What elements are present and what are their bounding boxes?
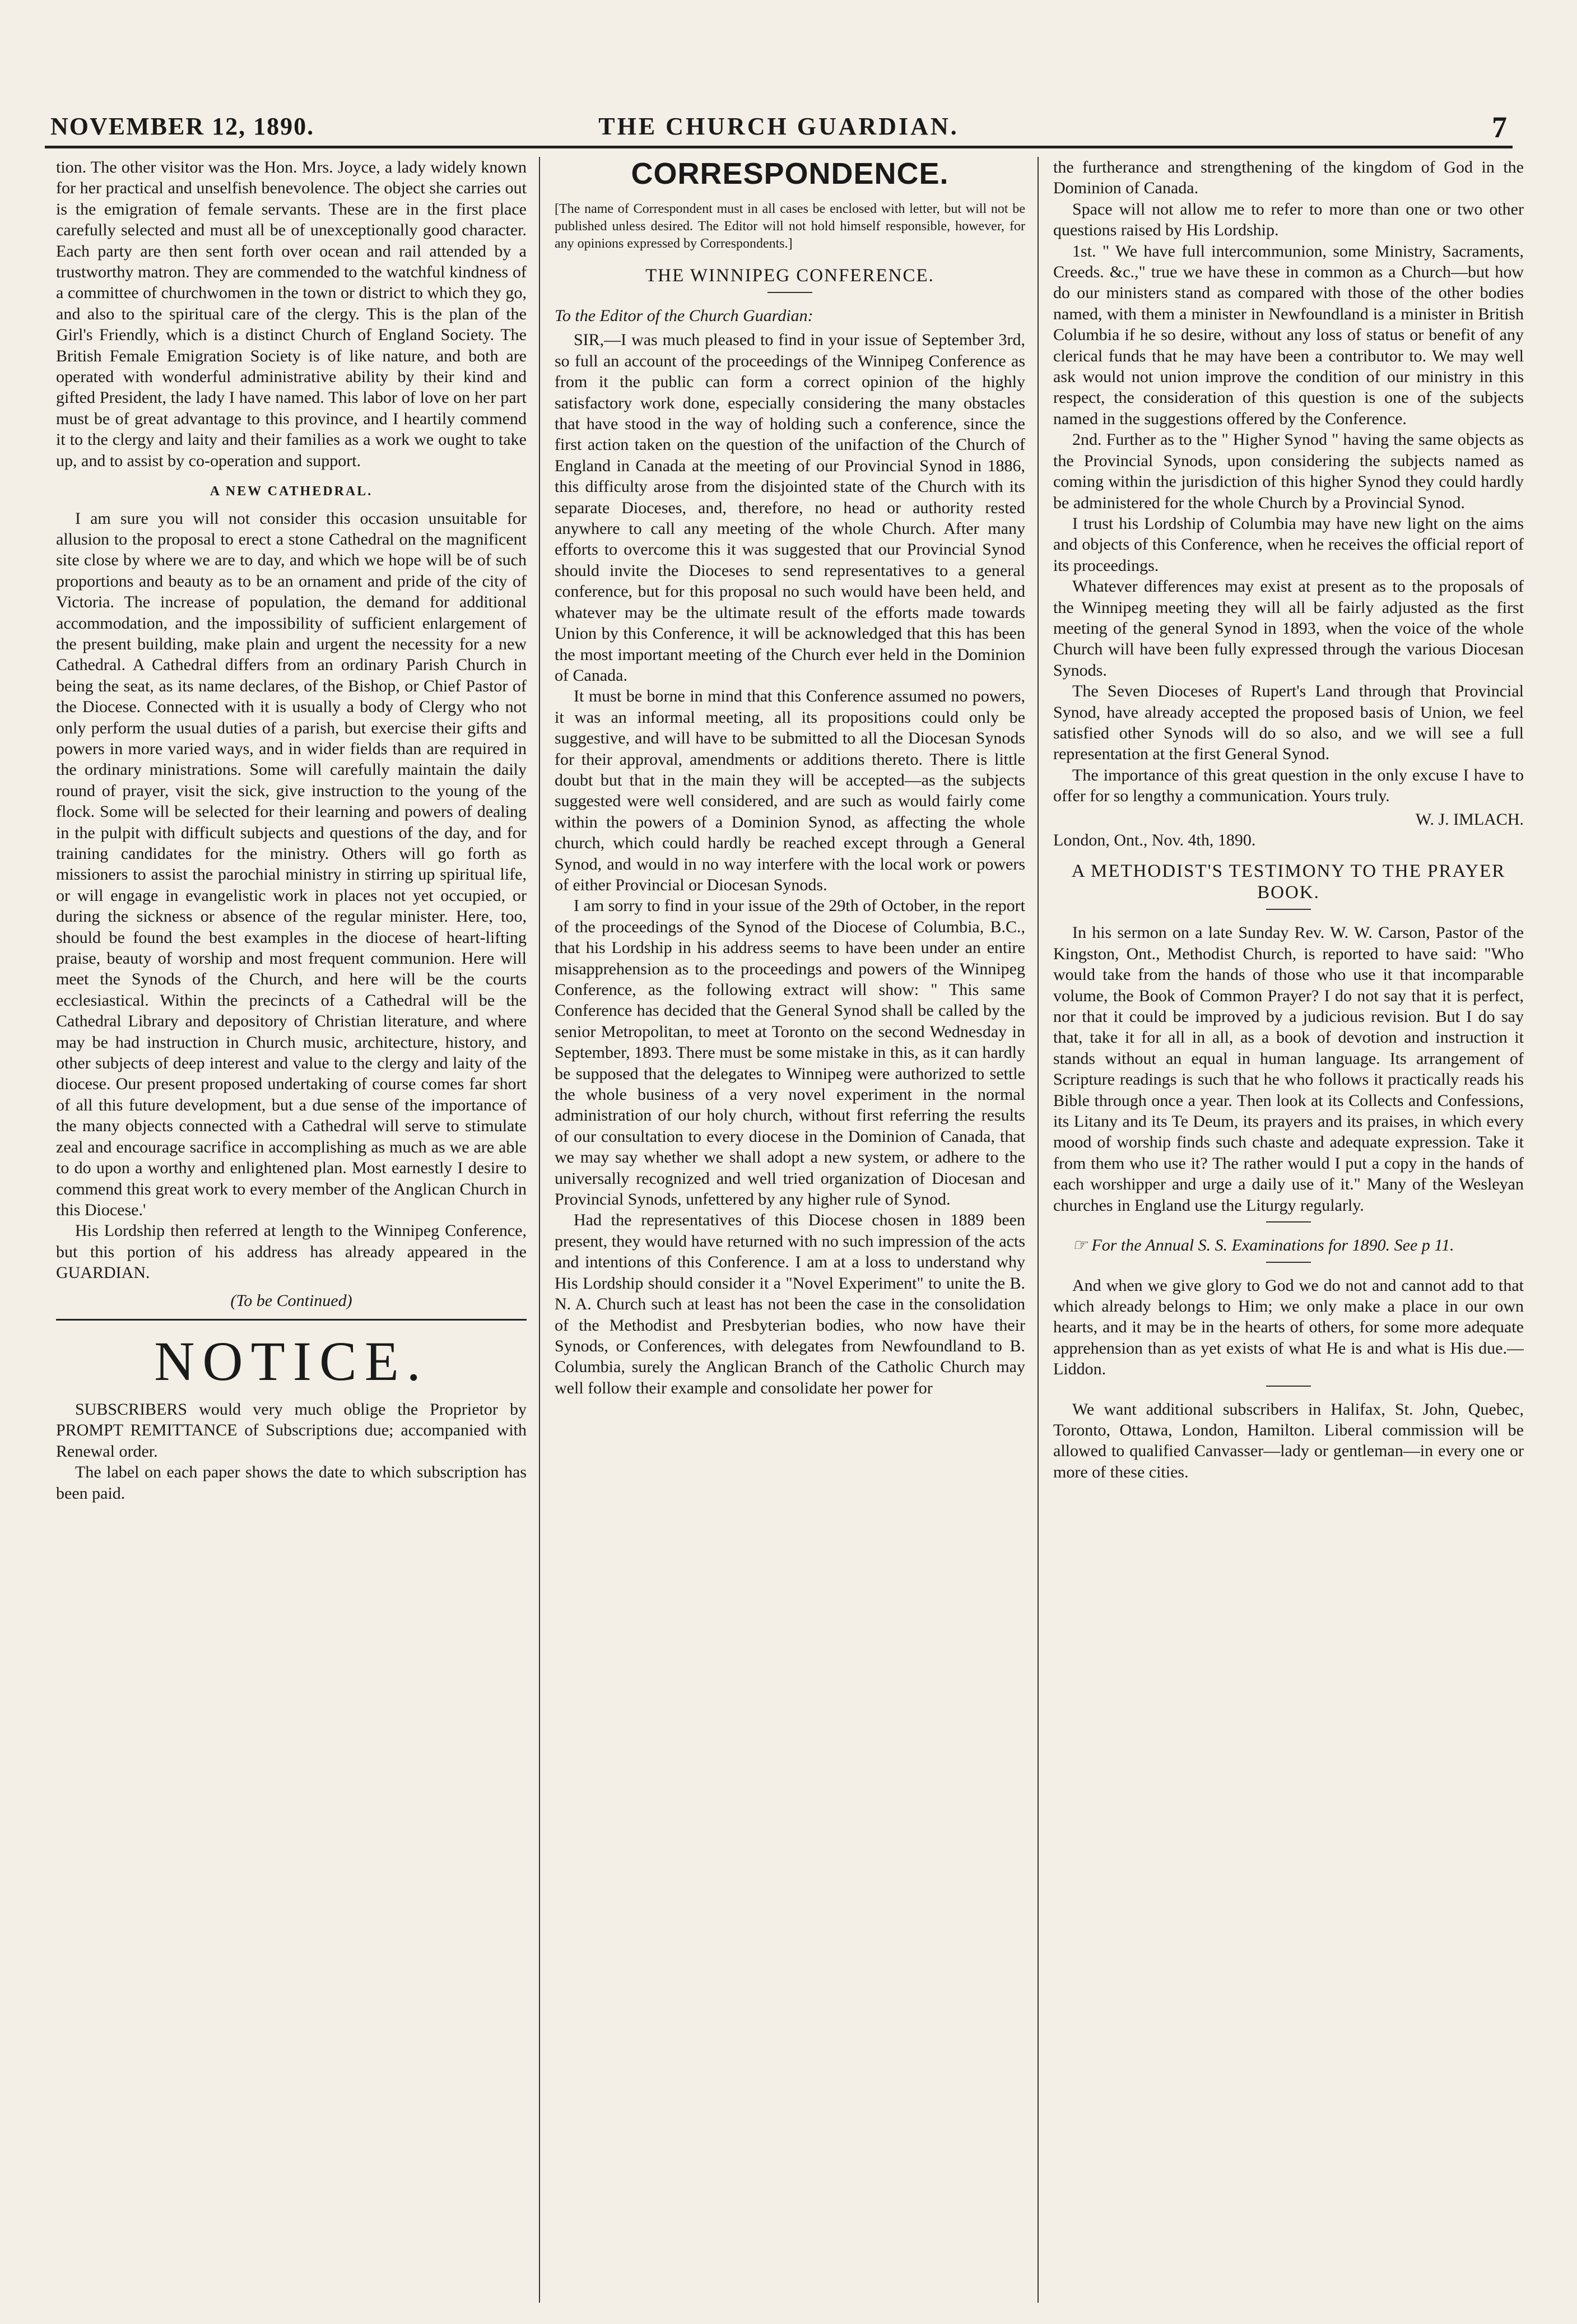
notice-title: NOTICE. [56, 1319, 527, 1392]
paragraph: I trust his Lordship of Columbia may have new light on the aims and objects of this Conference, when he receives the official report of its proceedings. [1053, 514, 1524, 575]
divider [767, 292, 812, 293]
subheading-new-cathedral: A NEW CATHEDRAL. [210, 484, 373, 499]
paragraph: His Lordship then referred at length to the Winnipeg Conference, but this portion of his address has already appeared in the GUARDIAN. [56, 1221, 527, 1282]
signature: W. J. IMLACH. [1415, 810, 1524, 829]
section-title: THE WINNIPEG CONFERENCE. [645, 266, 934, 286]
column-divider [1038, 157, 1039, 2303]
notice-paragraph: SUBSCRIBERS would very much oblige the Proprietor by PROMPT REMITTANCE of Subscriptions due; accompanied with Renewal order. [56, 1400, 527, 1461]
signature-place-date: London, Ont., Nov. 4th, 1890. [1053, 831, 1256, 849]
paragraph: tion. The other visitor was the Hon. Mrs. Joyce, a lady widely known for her practical and unselfish benevolence. The object she carries out is the emigration of female servants. These are in the first place carefully selected and must all be of unexceptionally good character. Each party are then sent forth over ocean and rail attended by a trustworthy matron. They are commended to the watchful kindness of a committee of churchwomen in the town or district to which they go, and also to the spiritual care of the clergy. This is the plan of the Girl's Friendly, which is a distinct Church of England Society. The British Female Emigration Society is of like nature, and both are operated with wonderful administrative ability by their kind and gifted President, the lady I have named. This labor of love on her part must be of great advantage to this province, and I heartily commend it to the clergy and laity and their families as a work we ought to take up, and to assist by co-operation and support. [56, 158, 527, 470]
section-title: A METHODIST'S TESTIMONY TO THE PRAYER BOOK. [1071, 861, 1506, 903]
masthead [45, 112, 1513, 148]
column-middle [555, 157, 1025, 2303]
paragraph: Space will not allow me to refer to more than one or two other questions raised by His Lordship. [1053, 199, 1524, 240]
notice-paragraph: The label on each paper shows the date to which subscription has been paid. [56, 1463, 527, 1503]
paragraph: the furtherance and strengthening of the kingdom of God in the Dominion of Canada. [1053, 158, 1524, 198]
paragraph: The importance of this great question in the only excuse I have to offer for so lengthy a communication. Yours truly. [1053, 765, 1524, 806]
paragraph: I am sorry to find in your issue of the 29th of October, in the report of the proceedings of the Synod of the Diocese of Columbia, B.C., that his Lordship in his address seems to have been under an entire misapprehension as to the proceedings and powers of the Winnipeg Conference, as the following extract will show: " This same Conference has decided that the General Synod shall be called by the senior Metropolitan, to meet at Toronto on the second Wednesday in September, 1893. There must be some mistake in this, as it can hardly be supposed that the delegates to Winnipeg were authorized to settle the whole business of a very novel experiment in the normal administration of our holy church, without first referring the results of our consultation to every diocese in the Dominion of Canada, that we may say whether we shall adopt a new system, or adhere to the universally recognized and well tried organization of Diocesan and Provincial Synods, unfettered by any higher rule of Synod. [555, 896, 1025, 1209]
column-right [1053, 157, 1524, 2303]
paragraph: It must be borne in mind that this Conference assumed no powers, it was an informal meeting, all its propositions could only be suggestive, and will have to be submitted to all the Diocesan Synods for their approval, amendments or additions thereto. There is little doubt but that in the main they will be accepted—as the subjects suggested were well considered, and are such as would fairly come within the powers of a Dominion Synod, as affecting the whole church, which could hardly be reached except through a General Synod, and would in no way interfere with the local work or powers of either Provincial or Diocesan Synods. [555, 687, 1025, 894]
paragraph: We want additional subscribers in Halifax, St. John, Quebec, Toronto, Ottawa, London, Hamilton. Liberal commission will be allowed to qualified Canvasser—lady or gentleman—in every one or more of these cities. [1053, 1400, 1524, 1481]
paragraph: The Seven Dioceses of Rupert's Land through that Provincial Synod, have already accepted the proposed basis of Union, we feel satisfied other Synods will do so also, and we will see a full representation at the first General Synod. [1053, 682, 1524, 764]
salutation: To the Editor of the Church Guardian: [555, 306, 813, 325]
paragraph: 2nd. Further as to the " Higher Synod " having the same objects as the Provincial Synods, upon considering the subjects named as coming within the jurisdiction of this higher Synod they could hardly be administered for the whole Church by a Provincial Synod. [1053, 430, 1524, 512]
correspondence-title: CORRESPONDENCE. [631, 157, 949, 190]
to-be-continued: (To be Continued) [230, 1291, 352, 1310]
paragraph: I am sure you will not consider this occasion unsuitable for allusion to the proposal to erect a stone Cathedral on the magnificent site close by where we are to day, and which we hope will be of such proportions and beauty as to be an ornament and pride of the city of Victoria. The increase of population, the demand for additional accommodation, and the impossibility of sufficient enlargement of the present building, make plain and urgent the necessity for a new Cathedral. A Cathedral differs from an ordinary Parish Church in being the seat, as its name declares, of the Bishop, or Chief Pastor of the Diocese. Connected with it is usually a body of Clergy who not only perform the usual duties of a parish, but exercise their gifts and powers in more varied ways, and in wider fields than are required in the ordinary ministrations. Some will carefully maintain the daily round of prayer, visit the sick, give instruction to the young of the flock. Some will be selected for their learning and powers of dealing in the pulpit with difficult subjects and questions of the day, and for training candidates for the ministry. Others will go forth as missioners to assist the parochial ministry in stirring up spiritual life, or will engage in evangelistic work in places not yet occupied, or during the sickness or absence of the regular minister. Here, too, should be found the best examples in the diocese of heart-lifting praise, beauty of worship and most frequent communion. Here will meet the Synods of the Church, and here will be the courts ecclesiastical. Within the precincts of a Cathedral will be the Cathedral Library and depository of Christian literature, and where may be had instruction in Church music, architecture, history, and other subjects of deep interest and value to the clergy and laity of the diocese. Our present proposed undertaking of course comes far short of all this future development, but a due sense of the importance of the many objects connected with a Cathedral will serve to stimulate zeal and encourage sacrifice in accomplishing as much as we are able to do upon a worthy and enlightened plan. Most earnestly I desire to commend this great work to every member of the Anglican Church in this Diocese.' [56, 509, 527, 1219]
column-divider [539, 157, 540, 2303]
paragraph: Whatever differences may exist at present as to the proposals of the Winnipeg meeting they will all be fairly adjusted as the first meeting of the general Synod in 1893, when the voice of the whole Church will have been fully expressed through the various Diocesan Synods. [1053, 577, 1524, 680]
divider [1266, 1221, 1311, 1223]
paragraph: In his sermon on a late Sunday Rev. W. W. Carson, Pastor of the Kingston, Ont., Methodist Church, is reported to have said: "Who would take from the hands of those who use it that incomparable volume, the Book of Common Prayer? I do not say that it is perfect, nor that it could be improved by a judicious revision. But I do say that, take it for all in all, as a book of devotion and instruction it stands without an equal in human language. Its arrangement of Scripture readings is such that he who follows it practically reads his Bible through once a year. Then look at its Collects and Confessions, its Litany and its Te Deum, its prayers and its praises, in which every mood of worship finds such chaste and adequate expression. Take it from them who use it? The rather would I put a copy in the hands of each worshipper and urge a daily use of it." Many of the Wesleyan churches in England use the Liturgy regularly. [1053, 923, 1524, 1215]
divider [1266, 1262, 1311, 1263]
paragraph: 1st. " We have full intercommunion, some Ministry, Sacraments, Creeds. &c.," true we have these in common as a Church—but how do our ministers stand as compared with those of the other bodies named, with them a minister in Newfoundland is a minister in British Columbia if he so desire, without any loss of status or benefit of any clerical funds that he may have been a contributor to. We may well ask would not union improve the condition of our ministry in this respect, the consideration of this question is one of the subjects named in the suggestions offered by the Conference. [1053, 241, 1524, 428]
issue-date: NOVEMBER 12, 1890. [50, 113, 315, 140]
paragraph: And when we give glory to God we do not and cannot add to that which already belongs to Him; we only make a place in our own hearts, and it may be in the hearts of others, for some more adequate apprehension than as yet exists of what He is and what is His due.—Liddon. [1053, 1276, 1524, 1379]
notice-ss-examinations: ☞ For the Annual S. S. Examinations for 1890. See p 11. [1072, 1236, 1454, 1255]
paragraph: SIR,—I was much pleased to find in your issue of September 3rd, so full an account of the proceedings of the Winnipeg Conference as from it the public can form a correct opinion of the highly satisfactory work done, especially considering the many obstacles that have stood in the way of holding such a conference, since the first action taken on the question of the unifaction of the Church of England in Canada at the meeting of our Provincial Synod in 1886, this difficulty arose from the disjointed state of the Church with its separate Dioceses, and, therefore, no head or authority rested anywhere to call any meeting of the whole Church. After many efforts to overcome this it was suggested that our Provincial Synod should invite the Dioceses to send representatives to a general conference, but for this proposal no such would have been held, and whatever may be the ultimate result of the efforts made towards Union by this Conference, it will be acknowledged that this has been the most important meeting of the Church ever held in the Dominion of Canada. [555, 331, 1025, 685]
editor-note: [The name of Correspondent must in all cases be enclosed with letter, but will not be published unless desired. The Editor will not hold himself responsible, however, for any opinions expressed by Correspondents.] [555, 202, 1025, 251]
paper-title: THE CHURCH GUARDIAN. [598, 113, 959, 140]
divider [1266, 909, 1311, 910]
divider [1266, 1386, 1311, 1387]
column-left [56, 157, 527, 2303]
page-number: 7 [1492, 110, 1507, 144]
paragraph: Had the representatives of this Diocese chosen in 1889 been present, they would have returned with no such impression of the acts and intentions of this Conference. I am at a loss to understand why His Lordship should consider it a "Novel Experiment" to unite the B. N. A. Church such at least has not been the case in the consolidation of the Methodist and Presbyterian bodies, who now have their Synods, or Conferences, with delegates from Newfoundland to B. Columbia, surely the Anglican Branch of the Catholic Church may well follow their example and consolidate her power for [555, 1211, 1025, 1397]
